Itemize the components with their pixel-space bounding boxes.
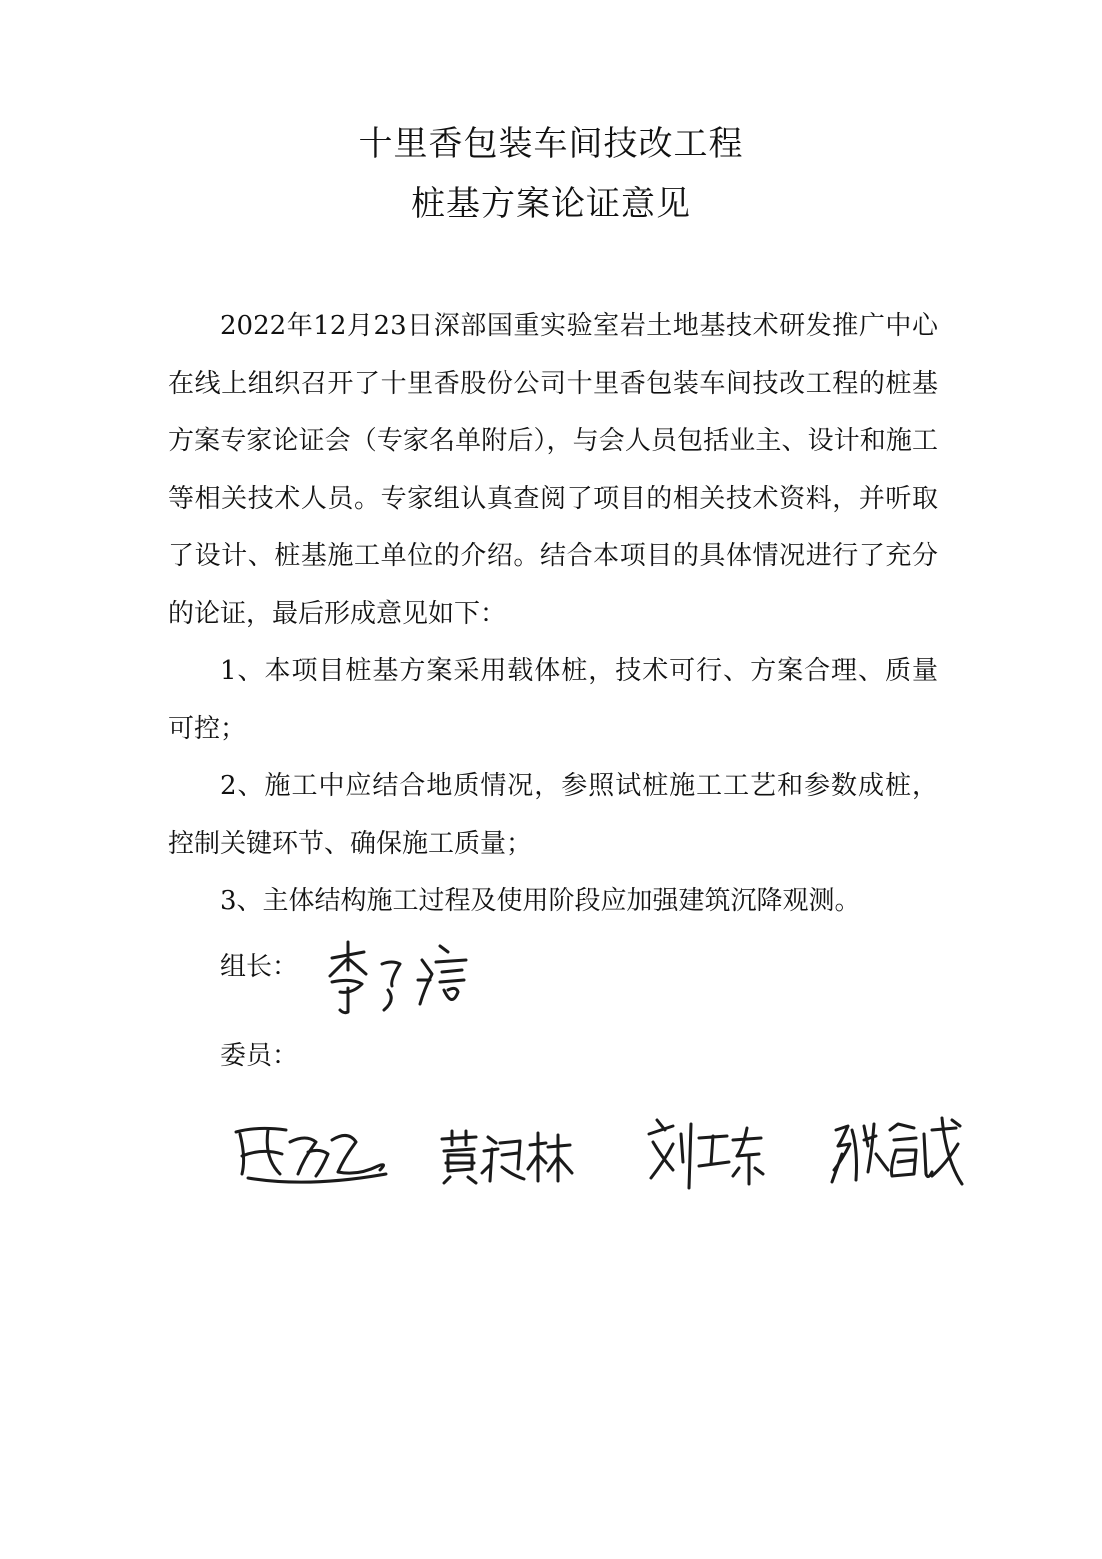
opinion-item-3: 3、主体结构施工过程及使用阶段应加强建筑沉降观测。 bbox=[220, 886, 861, 916]
document-title-line-1: 十里香包装车间技改工程 bbox=[358, 124, 744, 164]
member-signature-3 bbox=[643, 1112, 768, 1192]
leader-signature bbox=[318, 930, 478, 1015]
document-body bbox=[168, 298, 938, 931]
opinion-item-2: 2、施工中应结合地质情况，参照试桩施工工艺和参数成桩，控制关键环节、确保施工质量； bbox=[168, 771, 938, 859]
document-title-line-2: 桩基方案论证意见 bbox=[411, 184, 691, 224]
leader-label: 组长： bbox=[220, 952, 299, 982]
member-signature-2 bbox=[436, 1125, 576, 1185]
members-label: 委员： bbox=[220, 1041, 299, 1071]
intro-paragraph: 2022年12月23日深部国重实验室岩土地基技术研发推广中心在线上组织召开了十里香股份公司十里香包装车间技改工程的桩基方案专家论证会（专家名单附后），与会人员包括业主、设计和施工等相关技术人员。专家组认真查阅了项目的相关技术资料，并听取了设计、桩基施工单位的介绍。结合本项目的具体情况进行了充分的论证，最后形成意见如下： bbox=[168, 311, 938, 629]
member-signature-4 bbox=[828, 1110, 968, 1190]
member-signature-1 bbox=[228, 1118, 393, 1188]
opinion-item-1: 1、本项目桩基方案采用载体桩，技术可行、方案合理、质量可控； bbox=[168, 656, 938, 744]
